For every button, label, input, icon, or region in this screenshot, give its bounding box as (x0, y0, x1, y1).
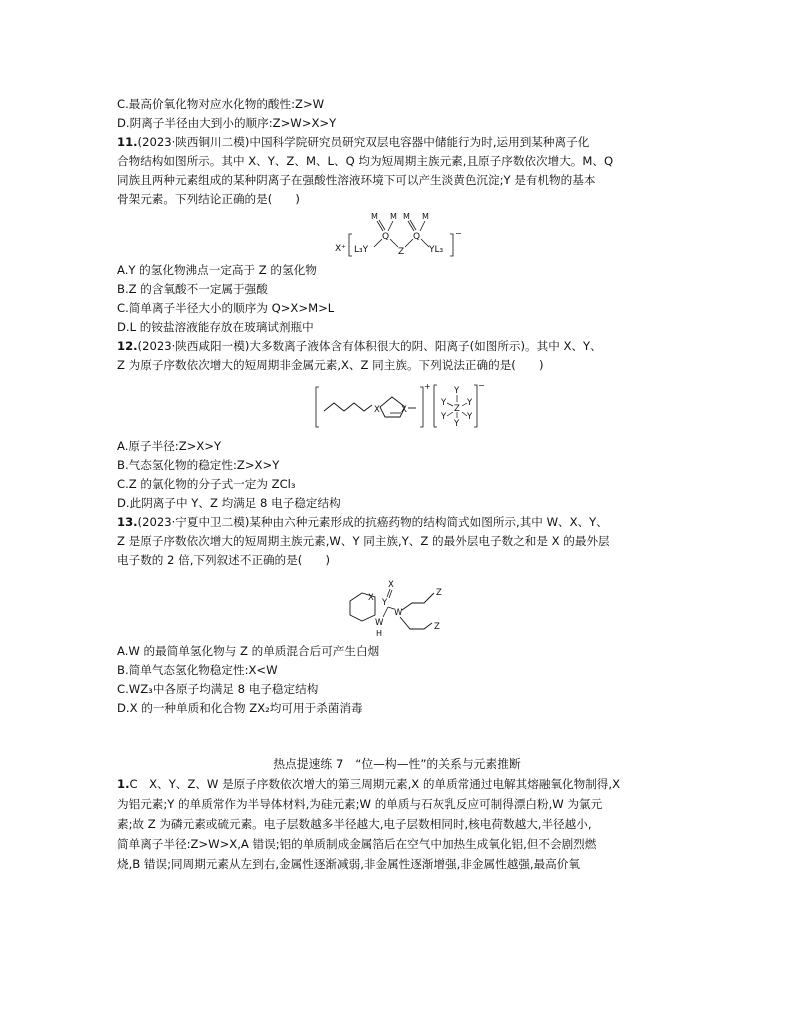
q13-upper-chain (402, 593, 434, 610)
question-12-option-a: A.原子半径:Z>X>Y (117, 439, 222, 453)
question-11-option-a: A.Y 的氢化物沸点一定高于 Z 的氢化物 (117, 263, 317, 277)
q13-atom-y: Y (382, 598, 388, 608)
q13-atom-x-ring: X (368, 593, 374, 603)
q13-atom-z-lower: Z (434, 622, 440, 632)
q12-anion-y6: Y (454, 419, 460, 429)
q12-anion-y4: Y (441, 412, 447, 422)
question-12-line-2: Z 为原子序数依次增大的短周期非金属元素,X、Z 同主族。下列说法正确的是( ) (117, 358, 544, 372)
q11-charge: − (455, 229, 462, 238)
q11-label-z: Z (398, 247, 405, 257)
q11-bracket-left (349, 234, 352, 256)
q12-ionic-liquid-figure (312, 381, 488, 431)
q12-anion-y2: Y (441, 398, 447, 408)
question-12-option-b: B.气态氢化物的稳定性:Z>X>Y (117, 458, 280, 472)
question-11-line-3: 同族且两种元素组成的某种阴离子在强酸性溶液环境下可以产生淡黄色沉淀;Y 是有机物的基本 (117, 173, 596, 187)
q13-atom-x-top: X (388, 580, 394, 590)
question-11-line-2: 合物结构如图所示。其中 X、Y、Z、M、L、Q 均为短周期主族元素,且原子序数依次增大。M、Q (117, 154, 614, 168)
question-13-line-2: Z 是原子序数依次增大的短周期主族元素,W、Y 同主族,Y、Z 的最外层电子数之和是 X 的最外层 (117, 534, 610, 548)
q12-anion-y3: Y (467, 398, 473, 408)
q13-drug-structure-figure (338, 573, 458, 641)
answer-1-line-3: 素;故 Z 为磷元素或硫元素。电子层数越多半径越大,电子层数相同时,核电荷数越大,半径越小, (117, 817, 592, 831)
question-13-option-a: A.W 的最简单氢化物与 Z 的单质混合后可产生白烟 (117, 644, 380, 658)
question-12-option-d: D.此阴离子中 Y、Z 均满足 8 电子稳定结构 (117, 496, 341, 510)
answer-section-title: 热点提速练 7 “位—构—性”的关系与元素推断 (273, 757, 521, 771)
q11-label-yl3: YL₃ (429, 245, 444, 255)
question-11-number: 11. (117, 135, 138, 149)
q12-anion-bracket-right (474, 385, 477, 427)
question-11-option-b: B.Z 的含氧酸不一定属于强酸 (117, 282, 268, 296)
q12-alkyl-chain (324, 403, 372, 411)
answer-1-number: 1. (117, 777, 130, 791)
q12-ring-x1: X (374, 405, 380, 415)
question-13-line-1: 13.(2023·宁夏中卫二模)某种由六种元素形成的抗癌药物的结构简式如图所示,其中 W、X、Y、 (117, 515, 608, 529)
q11-structure-figure (332, 209, 472, 259)
question-13-number: 13. (117, 515, 138, 529)
q11-label-q1: Q (382, 232, 390, 242)
question-12-line-1: 12.(2023·陕西咸阳一模)大多数离子液体含有体积很大的阴、阳离子(如图所示)。其中 X、Y、 (117, 339, 602, 353)
question-11-line-1: 11.(2023·陕西铜川二模)中国科学院研究员研究双层电容器中储能行为时,运用到某种离子化 (117, 135, 590, 149)
question-12-option-c: C.Z 的氯化物的分子式一定为 ZCl₃ (117, 477, 296, 491)
q13-atom-z-upper: Z (436, 588, 442, 598)
answer-1-line-4: 简单离子半径:Z>W>X,A 错误;铝的单质制成金属箔后在空气中加热生成氧化铝,但不会剧烈燃 (117, 837, 597, 851)
q11-label-l3y: L₃Y (354, 245, 369, 255)
q11-label-m4: M (422, 212, 429, 221)
question-13-option-b: B.简单气态氢化物稳定性:X<W (117, 663, 278, 677)
q12-charge-minus: − (478, 381, 485, 390)
answer-1-line-5: 烧,B 错误;同周期元素从左到右,金属性逐渐减弱,非金属性逐渐增强,非金属性越强,最高价氧 (117, 857, 580, 871)
question-13-option-d: D.X 的一种单质和化合物 ZX₂均可用于杀菌消毒 (117, 701, 363, 715)
question-13-line-3: 电子数的 2 倍,下列叙述不正确的是( ) (117, 553, 330, 567)
question-13-option-c: C.WZ₃中各原子均满足 8 电子稳定结构 (117, 682, 319, 696)
question-12-number: 12. (117, 339, 138, 353)
q12-anion-bracket-left (434, 385, 437, 427)
question-11-line-4: 骨架元素。下列结论正确的是( ) (117, 192, 300, 206)
q11-cation: X⁺ (335, 244, 346, 254)
q11-bracket-right (450, 234, 453, 256)
option-c-previous: C.最高价氧化物对应水化物的酸性:Z>W (117, 97, 325, 111)
q12-anion-y5: Y (467, 412, 473, 422)
q11-label-m3: M (403, 212, 410, 221)
q13-atom-w-right: W (394, 608, 403, 618)
q12-charge-plus: + (424, 382, 431, 391)
q11-label-q2: Q (413, 232, 421, 242)
q12-cation-bracket-right (420, 387, 423, 427)
q12-cation-bracket-left (316, 387, 319, 427)
q11-label-m1: M (371, 212, 378, 221)
q12-anion-z: Z (454, 404, 460, 414)
option-d-previous: D.阴离子半径由大到小的顺序:Z>W>X>Y (117, 116, 337, 130)
answer-1-line-1: 1.C X、Y、Z、W 是原子序数依次增大的第三周期元素,X 的单质常通过电解其熔融氧化物制得,X (117, 777, 621, 791)
q11-label-m2: M (390, 212, 397, 221)
q12-ring-x2: X (401, 405, 407, 415)
answer-1-line-2: 为铝元素;Y 的单质常作为半导体材料,为硅元素;W 的单质与石灰乳反应可制得漂白粉,W 为氯元 (117, 797, 603, 811)
question-11-option-c: C.简单离子半径大小的顺序为 Q>X>M>L (117, 301, 335, 315)
q13-atom-w-ring: W (375, 618, 384, 628)
q13-atom-h: H (376, 629, 383, 638)
question-11-option-d: D.L 的铵盐溶液能存放在玻璃试剂瓶中 (117, 320, 314, 334)
q12-anion-y1: Y (454, 386, 460, 396)
q13-lower-chain (400, 617, 432, 629)
